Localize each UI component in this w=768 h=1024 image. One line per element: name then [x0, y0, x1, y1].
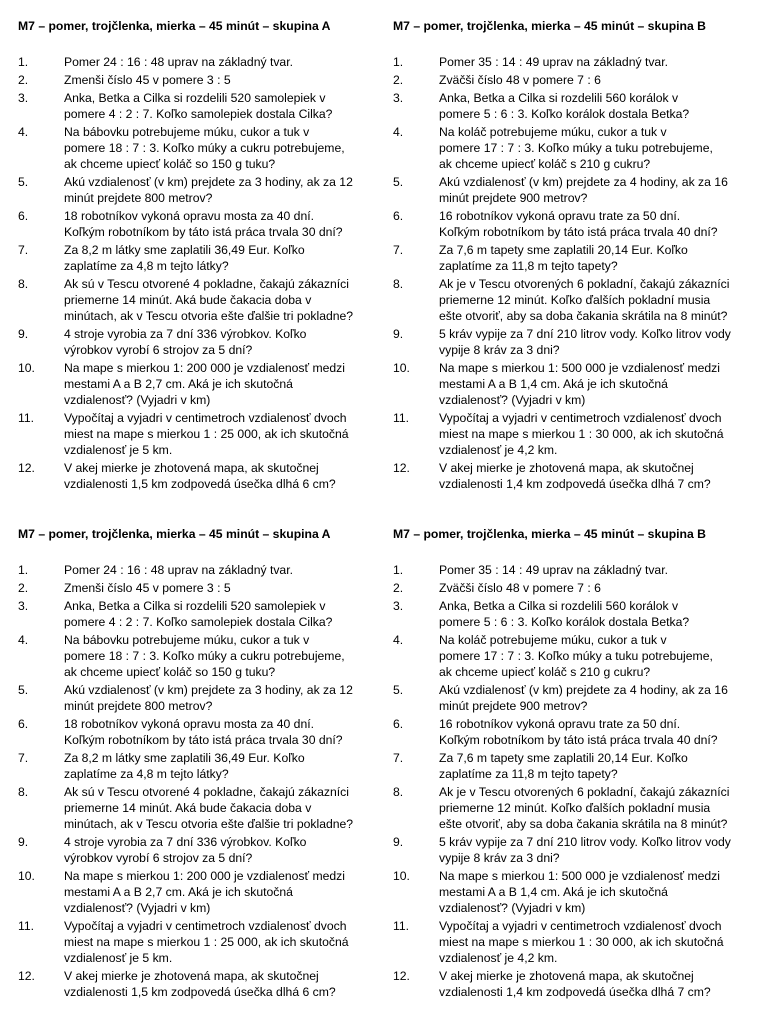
task-text: Anka, Betka a Cilka si rozdelili 560 korálok v pomere 5 : 6 : 3. Koľko korálok dostala Betka? [439, 91, 690, 121]
task-item [393, 682, 753, 714]
task-number: 10. [18, 361, 35, 375]
task-text: Za 8,2 m látky sme zaplatili 36,49 Eur. Koľko zaplatíme za 4,8 m tejto látky? [64, 243, 305, 273]
task-number: 3. [393, 91, 404, 105]
task-item [18, 968, 378, 1000]
task-text: Na koláč potrebujeme múku, cukor a tuk v pomere 17 : 7 : 3. Koľko múky a tuku potrebujeme, ak chceme upiecť koláč s 210 g cukru? [439, 125, 713, 171]
test-sheet-group-a-top [18, 18, 378, 494]
task-item [393, 410, 753, 458]
task-text: Zmenši číslo 45 v pomere 3 : 5 [64, 73, 231, 87]
task-text: Zmenši číslo 45 v pomere 3 : 5 [64, 581, 231, 595]
task-item [393, 54, 753, 70]
task-text: 16 robotníkov vykoná opravu trate za 50 dní. Koľkým robotníkom by táto istá práca trvala 40 dní? [439, 717, 718, 747]
task-list [393, 562, 753, 1000]
task-text: 16 robotníkov vykoná opravu trate za 50 dní. Koľkým robotníkom by táto istá práca trvala 40 dní? [439, 209, 718, 239]
task-number: 2. [18, 581, 29, 595]
task-item [393, 360, 753, 408]
task-text: Vypočítaj a vyjadri v centimetroch vzdialenosť dvoch miest na mape s mierkou 1 : 30 000, ak ich skutočná vzdialenosť je 4,2 km. [439, 411, 724, 457]
task-item [393, 580, 753, 596]
task-text: Ak je v Tescu otvorených 6 pokladní, čakajú zákazníci priemerne 12 minút. Koľko ďalších pokladní musia ešte otvoriť, aby sa doba čakania skrátila na 8 minút? [439, 277, 730, 323]
task-text: Akú vzdialenosť (v km) prejdete za 3 hodiny, ak za 12 minút prejdete 800 metrov? [64, 683, 353, 713]
task-text: Akú vzdialenosť (v km) prejdete za 3 hodiny, ak za 12 minút prejdete 800 metrov? [64, 175, 353, 205]
task-number: 11. [18, 411, 35, 425]
task-number: 2. [18, 73, 29, 87]
task-text: Za 7,6 m tapety sme zaplatili 20,14 Eur. Koľko zaplatíme za 11,8 m tejto tapety? [439, 243, 688, 273]
task-text: Vypočítaj a vyjadri v centimetroch vzdialenosť dvoch miest na mape s mierkou 1 : 25 000, ak ich skutočná vzdialenosť je 5 km. [64, 919, 349, 965]
task-text: Na bábovku potrebujeme múku, cukor a tuk v pomere 18 : 7 : 3. Koľko múky a cukru potrebujeme, ak chceme upiecť koláč so 150 g tuku? [64, 125, 345, 171]
task-number: 1. [393, 563, 404, 577]
task-item [18, 868, 378, 916]
sheet-title: M7 – pomer, trojčlenka, mierka – 45 minút – skupina B [393, 527, 706, 541]
task-number: 3. [18, 599, 29, 613]
task-item [393, 460, 753, 492]
task-item [393, 632, 753, 680]
task-text: Na koláč potrebujeme múku, cukor a tuk v pomere 17 : 7 : 3. Koľko múky a tuku potrebujeme, ak chceme upiecť koláč s 210 g cukru? [439, 633, 713, 679]
task-number: 5. [18, 175, 29, 189]
task-number: 8. [393, 785, 404, 799]
task-item [18, 72, 378, 88]
task-number: 10. [393, 361, 410, 375]
task-text: Na bábovku potrebujeme múku, cukor a tuk v pomere 18 : 7 : 3. Koľko múky a cukru potrebujeme, ak chceme upiecť koláč so 150 g tuku? [64, 633, 345, 679]
task-text: Zväčši číslo 48 v pomere 7 : 6 [439, 73, 601, 87]
task-text: 5 kráv vypije za 7 dní 210 litrov vody. Koľko litrov vody vypije 8 kráv za 3 dni? [439, 327, 731, 357]
task-item [18, 632, 378, 680]
task-number: 2. [393, 581, 404, 595]
task-item [393, 72, 753, 88]
task-number: 12. [18, 461, 35, 475]
task-item [393, 918, 753, 966]
task-item [393, 242, 753, 274]
task-number: 4. [18, 125, 29, 139]
task-item [18, 242, 378, 274]
task-number: 9. [18, 327, 29, 341]
task-number: 6. [393, 209, 404, 223]
task-item [393, 968, 753, 1000]
task-item [18, 410, 378, 458]
task-number: 6. [393, 717, 404, 731]
task-item [393, 276, 753, 324]
task-item [393, 598, 753, 630]
task-text: Ak sú v Tescu otvorené 4 pokladne, čakajú zákazníci priemerne 14 minút. Aká bude čakacia doba v minútach, ak v Tescu otvoria ešte ďalšie tri pokladne? [64, 277, 354, 323]
task-item [18, 784, 378, 832]
task-item [18, 360, 378, 408]
test-sheet-group-b-bottom [393, 526, 753, 1002]
task-item [393, 784, 753, 832]
task-text: Anka, Betka a Cilka si rozdelili 520 samolepiek v pomere 4 : 2 : 7. Koľko samolepiek dostala Cilka? [64, 599, 333, 629]
task-number: 4. [18, 633, 29, 647]
task-text: 18 robotníkov vykoná opravu mosta za 40 dní. Koľkým robotníkom by táto istá práca trvala 30 dní? [64, 209, 343, 239]
task-number: 1. [393, 55, 404, 69]
task-item [18, 598, 378, 630]
sheet-title: M7 – pomer, trojčlenka, mierka – 45 minút – skupina B [393, 19, 706, 33]
task-item [18, 834, 378, 866]
task-number: 7. [393, 751, 404, 765]
task-item [18, 716, 378, 748]
task-number: 11. [393, 411, 410, 425]
task-list [18, 562, 378, 1000]
task-number: 4. [393, 633, 404, 647]
task-item [393, 868, 753, 916]
task-number: 1. [18, 563, 29, 577]
task-number: 9. [393, 835, 404, 849]
task-item [18, 562, 378, 578]
task-number: 9. [18, 835, 29, 849]
task-text: Na mape s mierkou 1: 500 000 je vzdialenosť medzi mestami A a B 1,4 cm. Aká je ich skutočná vzdialenosť? (Vyjadri v km) [439, 361, 720, 407]
task-text: Ak sú v Tescu otvorené 4 pokladne, čakajú zákazníci priemerne 14 minút. Aká bude čakacia doba v minútach, ak v Tescu otvoria ešte ďalšie tri pokladne? [64, 785, 354, 831]
task-list [18, 54, 378, 492]
task-number: 11. [18, 919, 35, 933]
task-number: 10. [393, 869, 410, 883]
task-text: Pomer 35 : 14 : 49 uprav na základný tvar. [439, 55, 668, 69]
test-sheet-group-b-top [393, 18, 753, 494]
task-item [393, 562, 753, 578]
task-item [18, 174, 378, 206]
task-number: 7. [18, 751, 29, 765]
task-number: 3. [393, 599, 404, 613]
task-text: 4 stroje vyrobia za 7 dní 336 výrobkov. Koľko výrobkov vyrobí 6 strojov za 5 dní? [64, 327, 307, 357]
task-text: Anka, Betka a Cilka si rozdelili 560 korálok v pomere 5 : 6 : 3. Koľko korálok dostala Betka? [439, 599, 690, 629]
task-item [393, 124, 753, 172]
task-number: 1. [18, 55, 29, 69]
task-text: V akej mierke je zhotovená mapa, ak skutočnej vzdialenosti 1,4 km zodpovedá úsečka dlhá 7 cm? [439, 969, 711, 999]
task-text: Anka, Betka a Cilka si rozdelili 520 samolepiek v pomere 4 : 2 : 7. Koľko samolepiek dostala Cilka? [64, 91, 333, 121]
task-text: Vypočítaj a vyjadri v centimetroch vzdialenosť dvoch miest na mape s mierkou 1 : 25 000, ak ich skutočná vzdialenosť je 5 km. [64, 411, 349, 457]
task-number: 5. [18, 683, 29, 697]
task-text: Pomer 24 : 16 : 48 uprav na základný tvar. [64, 55, 293, 69]
task-text: Vypočítaj a vyjadri v centimetroch vzdialenosť dvoch miest na mape s mierkou 1 : 30 000, ak ich skutočná vzdialenosť je 4,2 km. [439, 919, 724, 965]
task-item [18, 750, 378, 782]
task-text: Ak je v Tescu otvorených 6 pokladní, čakajú zákazníci priemerne 12 minút. Koľko ďalších pokladní musia ešte otvoriť, aby sa doba čakania skrátila na 8 minút? [439, 785, 730, 831]
task-item [18, 124, 378, 172]
task-item [393, 834, 753, 866]
task-text: V akej mierke je zhotovená mapa, ak skutočnej vzdialenosti 1,4 km zodpovedá úsečka dlhá 7 cm? [439, 461, 711, 491]
task-text: V akej mierke je zhotovená mapa, ak skutočnej vzdialenosti 1,5 km zodpovedá úsečka dlhá 6 cm? [64, 969, 336, 999]
task-text: Na mape s mierkou 1: 200 000 je vzdialenosť medzi mestami A a B 2,7 cm. Aká je ich skutočná vzdialenosť? (Vyjadri v km) [64, 869, 345, 915]
task-number: 12. [393, 969, 410, 983]
task-number: 6. [18, 209, 29, 223]
task-item [18, 918, 378, 966]
task-list [393, 54, 753, 492]
task-item [18, 460, 378, 492]
task-item [18, 90, 378, 122]
task-text: Za 7,6 m tapety sme zaplatili 20,14 Eur. Koľko zaplatíme za 11,8 m tejto tapety? [439, 751, 688, 781]
task-text: V akej mierke je zhotovená mapa, ak skutočnej vzdialenosti 1,5 km zodpovedá úsečka dlhá 6 cm? [64, 461, 336, 491]
task-item [18, 54, 378, 70]
task-number: 7. [393, 243, 404, 257]
task-text: Na mape s mierkou 1: 200 000 je vzdialenosť medzi mestami A a B 2,7 cm. Aká je ich skutočná vzdialenosť? (Vyjadri v km) [64, 361, 345, 407]
task-item [393, 716, 753, 748]
task-item [393, 208, 753, 240]
sheet-title: M7 – pomer, trojčlenka, mierka – 45 minút – skupina A [18, 527, 331, 541]
task-number: 12. [18, 969, 35, 983]
task-text: 5 kráv vypije za 7 dní 210 litrov vody. Koľko litrov vody vypije 8 kráv za 3 dni? [439, 835, 731, 865]
task-text: Akú vzdialenosť (v km) prejdete za 4 hodiny, ak za 16 minút prejdete 900 metrov? [439, 175, 728, 205]
task-item [18, 276, 378, 324]
task-item [18, 326, 378, 358]
task-number: 7. [18, 243, 29, 257]
task-number: 10. [18, 869, 35, 883]
task-number: 4. [393, 125, 404, 139]
task-number: 9. [393, 327, 404, 341]
task-number: 3. [18, 91, 29, 105]
task-number: 2. [393, 73, 404, 87]
test-sheet-group-a-bottom [18, 526, 378, 1002]
task-item [18, 208, 378, 240]
task-text: 18 robotníkov vykoná opravu mosta za 40 dní. Koľkým robotníkom by táto istá práca trvala 30 dní? [64, 717, 343, 747]
task-text: 4 stroje vyrobia za 7 dní 336 výrobkov. Koľko výrobkov vyrobí 6 strojov za 5 dní? [64, 835, 307, 865]
task-number: 8. [393, 277, 404, 291]
task-item [18, 580, 378, 596]
task-item [18, 682, 378, 714]
task-text: Pomer 35 : 14 : 49 uprav na základný tvar. [439, 563, 668, 577]
task-text: Akú vzdialenosť (v km) prejdete za 4 hodiny, ak za 16 minút prejdete 900 metrov? [439, 683, 728, 713]
task-text: Za 8,2 m látky sme zaplatili 36,49 Eur. Koľko zaplatíme za 4,8 m tejto látky? [64, 751, 305, 781]
task-item [393, 90, 753, 122]
sheet-title: M7 – pomer, trojčlenka, mierka – 45 minút – skupina A [18, 19, 331, 33]
task-number: 12. [393, 461, 410, 475]
task-text: Pomer 24 : 16 : 48 uprav na základný tvar. [64, 563, 293, 577]
task-number: 5. [393, 175, 404, 189]
task-number: 6. [18, 717, 29, 731]
task-item [393, 326, 753, 358]
task-number: 8. [18, 785, 29, 799]
task-text: Na mape s mierkou 1: 500 000 je vzdialenosť medzi mestami A a B 1,4 cm. Aká je ich skutočná vzdialenosť? (Vyjadri v km) [439, 869, 720, 915]
task-number: 11. [393, 919, 410, 933]
task-number: 8. [18, 277, 29, 291]
task-number: 5. [393, 683, 404, 697]
task-text: Zväčši číslo 48 v pomere 7 : 6 [439, 581, 601, 595]
task-item [393, 750, 753, 782]
task-item [393, 174, 753, 206]
